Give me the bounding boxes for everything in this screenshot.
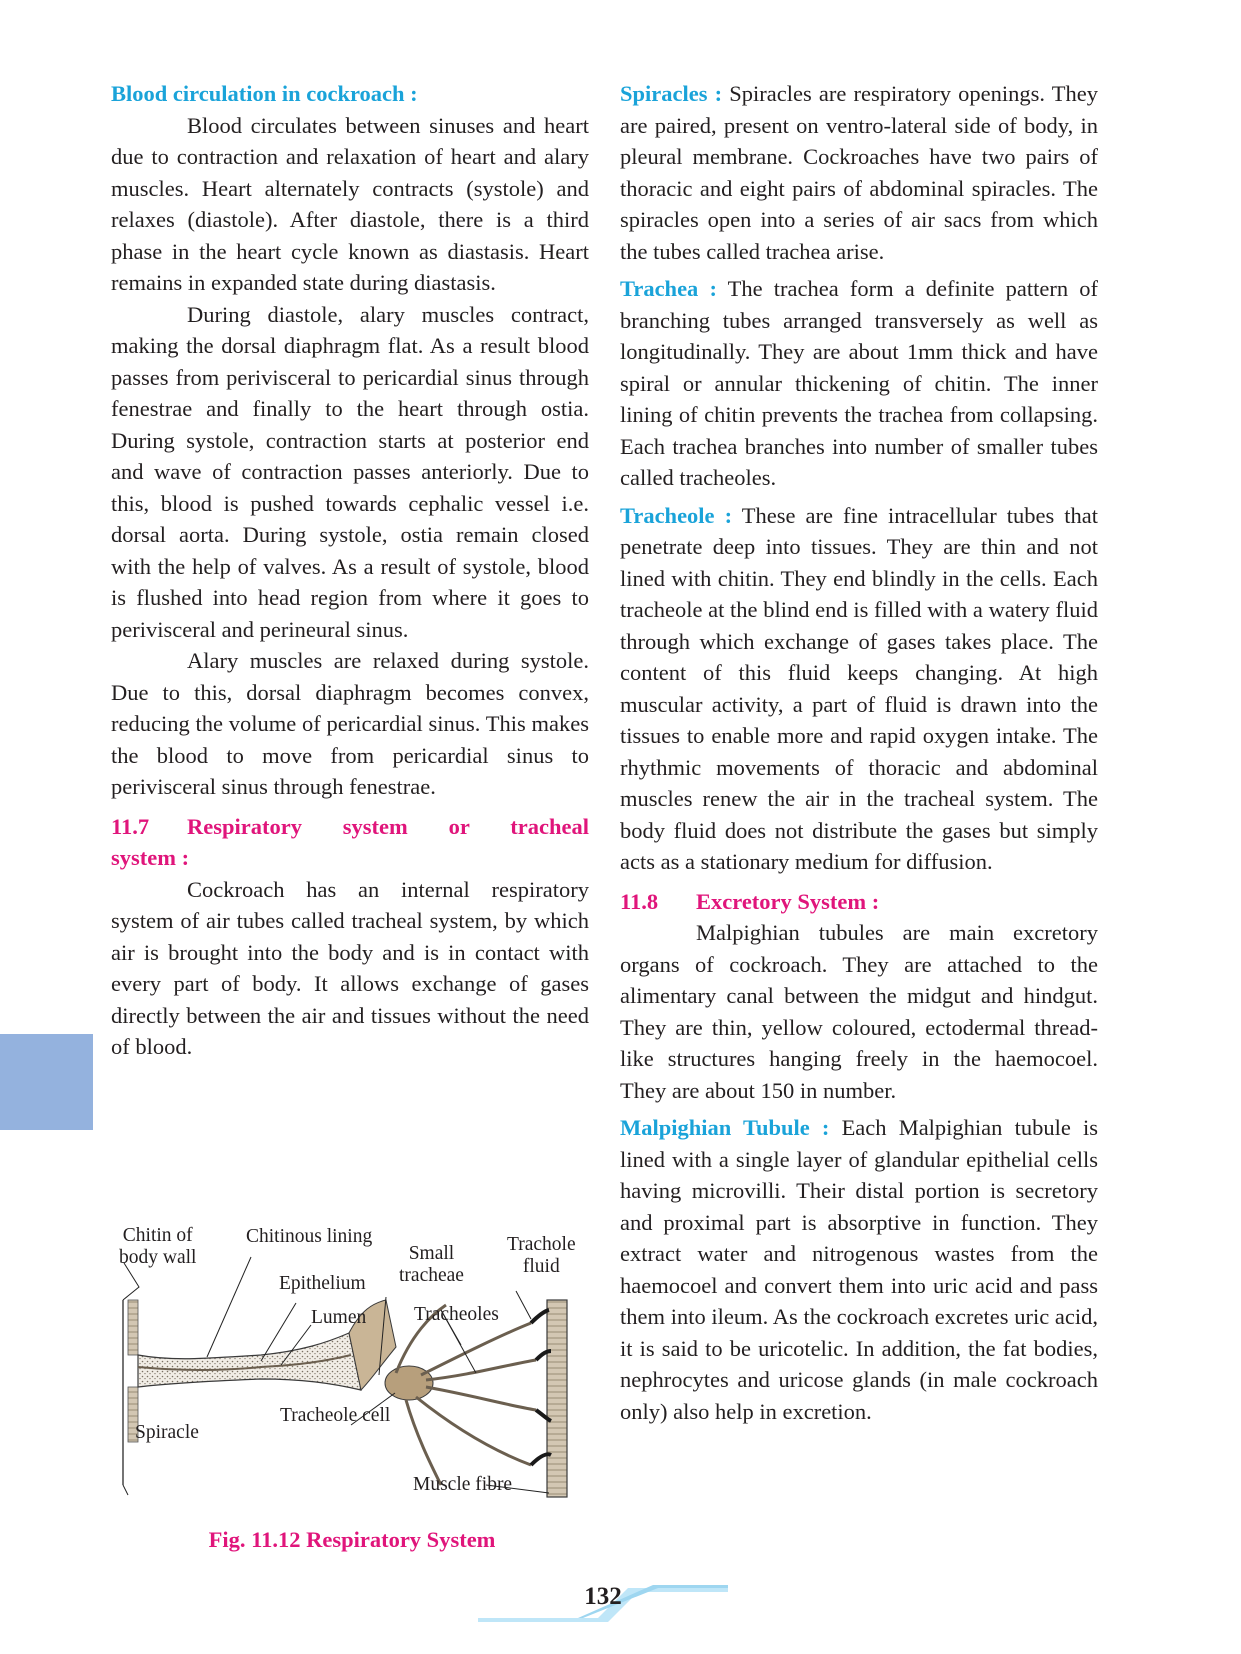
spiracles-text: Spiracles are respiratory openings. They are paired, present on ventro-lateral side of body, in pleural membrane. Cockroaches have two pairs of thoracic and eight pairs of abdominal spiracles. The spiracles open into a series of air sacs from which the tubes called trachea arise. [620, 81, 1098, 264]
label-tracheoles: Tracheoles [414, 1304, 499, 1325]
trachea-lead: Trachea : [620, 276, 717, 301]
label-lumen: Lumen [311, 1307, 367, 1328]
excretory-section-heading [620, 886, 1098, 918]
malpighian-paragraph [620, 1112, 1098, 1427]
respiratory-section-title: Respiratory system or tracheal [187, 813, 589, 839]
trachea-text: The trachea form a definite pattern of branching tubes arranged transversely as well as longitudinally. They are about 1mm thick and have spiral or annular thickening of chitin. The inner lining of chitin prevents the trachea from collapsing. Each trachea branches into number of smaller tubes called tracheoles. [620, 276, 1098, 490]
excretory-paragraph-1: Malpighian tubules are main excretory organs of cockroach. They are attached to the alimentary canal between the midgut and hindgut. They are thin, yellow coloured, ectodermal thread-like structures hanging freely in the haemocoel. They are about 150 in number. [620, 920, 1098, 1103]
tracheole-text: These are fine intracellular tubes that penetrate deep into tissues. They are thin and not lined with chitin. They end blindly in the cells. Each tracheole at the blind end is filled with a watery fluid through which exchange of gases takes place. The content of this fluid keeps changing. At high muscular activity, a part of fluid is drawn into the tissues to enable more and rapid oxygen intake. The rhythmic movements of thoracic and abdominal muscles renew the air in the tracheal system. The body fluid does not distribute the gases but simply acts as a stationary medium for diffusion. [620, 502, 1099, 874]
tracheole-lead: Tracheole : [620, 502, 733, 528]
chapter-side-tab [0, 1034, 93, 1130]
excretory-section-number: 11.8 [620, 888, 659, 914]
respiratory-paragraph-1: Cockroach has an internal respiratory system of air tubes called tracheal system, by which air is brought into the body and is in contact with every part of body. It allows exchange of gases directly between the air and tissues without the need of blood. [111, 876, 589, 1059]
label-muscle-fibre: Muscle fibre [413, 1474, 513, 1495]
label-trachole-fluid-text: Trachole fluid [507, 1234, 576, 1277]
trachea-paragraph [620, 273, 1098, 494]
body-wall-upper [128, 1300, 138, 1355]
label-trachole-fluid [507, 1234, 576, 1278]
malpighian-text: Each Malpighian tubule is lined with a single layer of glandular epithelial cells having microvilli. Their distal portion is secretory and proximal part is absorptive in function. They extract water and nitrogenous wastes from the haemocoel and convert them into uric acid and pass them into ileum. As the cockroach excretes uric acid, it is said to be uricotelic. In addition, the fat bodies, nephrocytes and uricose glands (in male cockroach only) also help in excretion. [620, 1115, 1098, 1424]
label-small-tracheae [399, 1243, 464, 1287]
label-tracheole-cell: Tracheole cell [280, 1405, 391, 1426]
excretory-section-title: Excretory System : [696, 888, 880, 914]
malpighian-lead: Malpighian Tubule : [620, 1115, 830, 1140]
page-number: 132 [584, 1583, 622, 1610]
respiratory-system-figure [111, 1215, 593, 1515]
respiratory-section-number: 11.7 [111, 813, 150, 839]
label-chitinous-lining: Chitinous lining [246, 1226, 373, 1247]
label-chitin-body-wall-text: Chitin of body wall [119, 1225, 197, 1268]
muscle-fibre-shape [547, 1300, 567, 1497]
spiracles-paragraph [620, 78, 1098, 267]
blood-paragraph-1: Blood circulates between sinuses and heart due to contraction and relaxation of heart and alary muscles. Heart alternately contracts (systole) and relaxes (diastole). After diastole, there is a third phase in the heart cycle known as diastasis. Heart remains in expanded state during diastasis. [111, 112, 589, 295]
tracheole-paragraph [620, 500, 1098, 878]
figure-caption: Fig. 11.12 Respiratory System [208, 1527, 496, 1552]
blood-circulation-heading: Blood circulation in cockroach : [111, 81, 418, 106]
spiracles-lead: Spiracles : [620, 81, 723, 106]
blood-paragraph-3: Alary muscles are relaxed during systole. Due to this, dorsal diaphragm becomes convex, reducing the volume of pericardial sinus. This makes the blood to move from pericardial sinus to perivisceral sinus through fenestrae. [111, 648, 589, 799]
respiratory-section-title-cont: system : [111, 845, 190, 870]
left-column [111, 78, 589, 1063]
label-epithelium: Epithelium [279, 1273, 366, 1294]
blood-paragraph-2: During diastole, alary muscles contract, making the dorsal diaphragm flat. As a result blood passes from perivisceral to pericardial sinus through fenestrae and finally to the heart through ostia. During systole, contraction starts at posterior end and wave of contraction passes anteriorly. Due to this, blood is pushed towards cephalic vessel i.e. dorsal aorta. During systole, ostia remain closed with the help of valves. As a result of systole, blood is flushed into head region from where it goes to perivisceral and perineural sinus. [111, 301, 589, 642]
respiratory-section-heading [111, 811, 589, 843]
label-spiracle: Spiracle [135, 1422, 199, 1443]
label-small-tracheae-text: Small tracheae [399, 1243, 464, 1286]
label-chitin-body-wall [119, 1225, 196, 1269]
main-trachea-tube [138, 1333, 361, 1390]
right-column [620, 78, 1098, 1427]
